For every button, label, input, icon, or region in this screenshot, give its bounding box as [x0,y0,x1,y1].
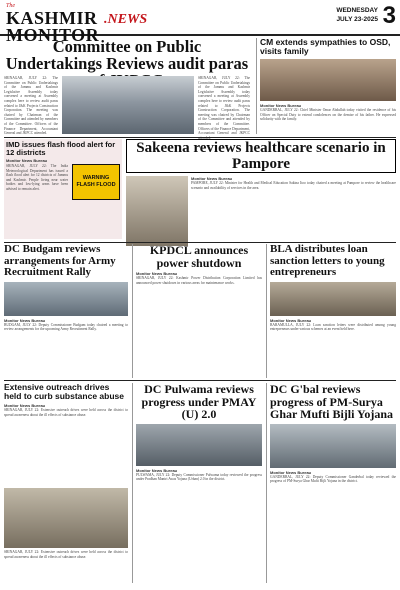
dc-budgam-byline: Monitor News Bureau [4,317,46,323]
pulwama-text: PULWAMA, JULY 22: Deputy Commissioner Pulwama today reviewed the progress under Pradhan Mantri Awas Yojana (Urban) 2.0 in the district. [136,472,262,482]
page-number: 3 [382,2,396,29]
lead-photo [62,76,194,134]
dateline-day: WEDNESDAY [336,7,378,14]
lead-text-right: SRINAGAR, JULY 22: The Committee on Public Undertakings of the Jammu and Kashmir Legislative Assembly today convened a meeting at Assembly complex here to review audit paras related to J&K Projects Construction Corporation. The meeting was chaired by Chairman of the Committee and attended by members of the Committee. Officers of the Finance Department, Accountant General and JKPCC [198,76,250,136]
lead-headline: Committee on Public Undertakings Reviews audit paras [5,37,249,73]
dateline [336,6,378,24]
pulwama-story [132,383,262,583]
cm-text: GANDERBAL, JULY 22: Chief Minister Omar Abdullah today visited the residence of his Officer on Special Duty to extend condolences on the demise of his father. He expressed solidarity with the family. [260,108,396,122]
lead-text-left: SRINAGAR, JULY 22: The Committee on Public Undertakings of the Jammu and Kashmir Legislative Assembly today convened a meeting at Assembly complex here to review audit paras related to J&K Projects Construction Corporation. The meeting was chaired by Chairman of the Committee and attended by members of the Committee. Officers of the Finance Department, Accountant General and JKPCC attended. [4,76,58,136]
bla-byline: Monitor News Bureau [270,317,312,323]
divider [4,380,396,381]
sakeena-byline: Monitor News Bureau [191,176,233,181]
ganderbal-byline: Monitor News Bureau [270,469,312,475]
outreach-text: SRINAGAR, JULY 22: Extensive outreach drives were held across the district to spread awareness about the ill effects of substance abuse. [4,408,128,417]
cm-headline: CM extends sympathies to OSD, visits family [260,37,391,56]
sakeena-story [126,139,396,239]
outreach-byline: Monitor News Bureau [4,403,46,408]
dc-budgam-headline: DC Budgam reviews arrangements for Army Recruitment Rally [4,243,116,278]
imd-byline: Monitor News Bureau [6,158,48,163]
dc-budgam-text: BUDGAM, JULY 22: Deputy Commissioner Budgam today chaired a meeting to review arrangements for the upcoming Army Recruitment Rally. [4,322,128,332]
cm-story [256,38,396,134]
outreach-photo [4,488,128,548]
outreach-story [4,383,128,583]
divider [4,137,396,138]
kpdcl-text: SRINAGAR, JULY 22: Kashmir Power Distribution Corporation Limited has announced power shutdown in various areas for maintenance works. [136,276,262,285]
bla-headline: BLA distributes loan sanction letters to young entrepreneurs [270,243,385,278]
masthead-news: .NEWS [104,12,148,27]
ganderbal-headline: DC G'bal reviews progress of PM-Surya Ghar Mufti Bijli Yojana [270,382,394,421]
ganderbal-photo [270,424,396,468]
ganderbal-story [266,383,396,583]
pulwama-byline: Monitor News Bureau [136,467,178,473]
imd-story [4,139,122,239]
bla-story [266,244,396,378]
cm-photo [260,59,396,101]
dc-budgam-story [4,244,128,378]
bla-text: BARAMULLA, JULY 22: Loan sanction letters were distributed among young entrepreneurs under various schemes at an event held here. [270,322,396,332]
dc-budgam-photo [4,282,128,316]
dateline-date: JULY 23-2025 [336,16,378,23]
kpdcl-headline: KPDCL announces power shutdown [149,243,249,270]
outreach-text-cont: SRINAGAR, JULY 22: Extensive outreach drives were held across the district to spread awareness about the ill effects of substance abuse. [4,550,128,559]
masthead-the: The [6,3,15,9]
outreach-headline: Extensive outreach drives held to curb substance abuse [4,382,124,401]
cm-byline: Monitor News Bureau [260,103,302,108]
bla-photo [270,282,396,316]
imd-text: SRINAGAR, JULY 22: The India Meteorological Department has issued a flash flood alert for 12 districts of Jammu and Kashmir. People living near water bodies and low-lying areas have been advised to remain alert. [6,164,68,191]
imd-headline: IMD issues flash flood alert for 12 districts [6,140,116,157]
sakeena-photo [126,176,188,246]
ganderbal-text: GANDERBAL, JULY 22: Deputy Commissioner Ganderbal today reviewed the progress of PM-Surya Ghar Mufti Bijli Yojana in the district. [270,474,396,484]
kpdcl-byline: Monitor News Bureau [136,271,178,276]
flash-flood-sign: WARNING FLASH FLOOD [72,164,120,200]
masthead [0,0,400,45]
sakeena-text: PAMPORE, JULY 22: Minister for Health and Medical Education Sakina Itoo today chaired a meeting at Pampore to review the healthcare scenario and availability of services in the area. [191,181,396,190]
pulwama-photo [136,424,262,466]
pulwama-headline: DC Pulwama reviews progress under PMAY (U) 2.0 [141,382,257,421]
masthead-title: KASHMIR MONITOR [6,8,100,45]
sakeena-headline: Sakeena reviews healthcare scenario in Pampore [126,139,396,173]
kpdcl-story [132,244,262,378]
